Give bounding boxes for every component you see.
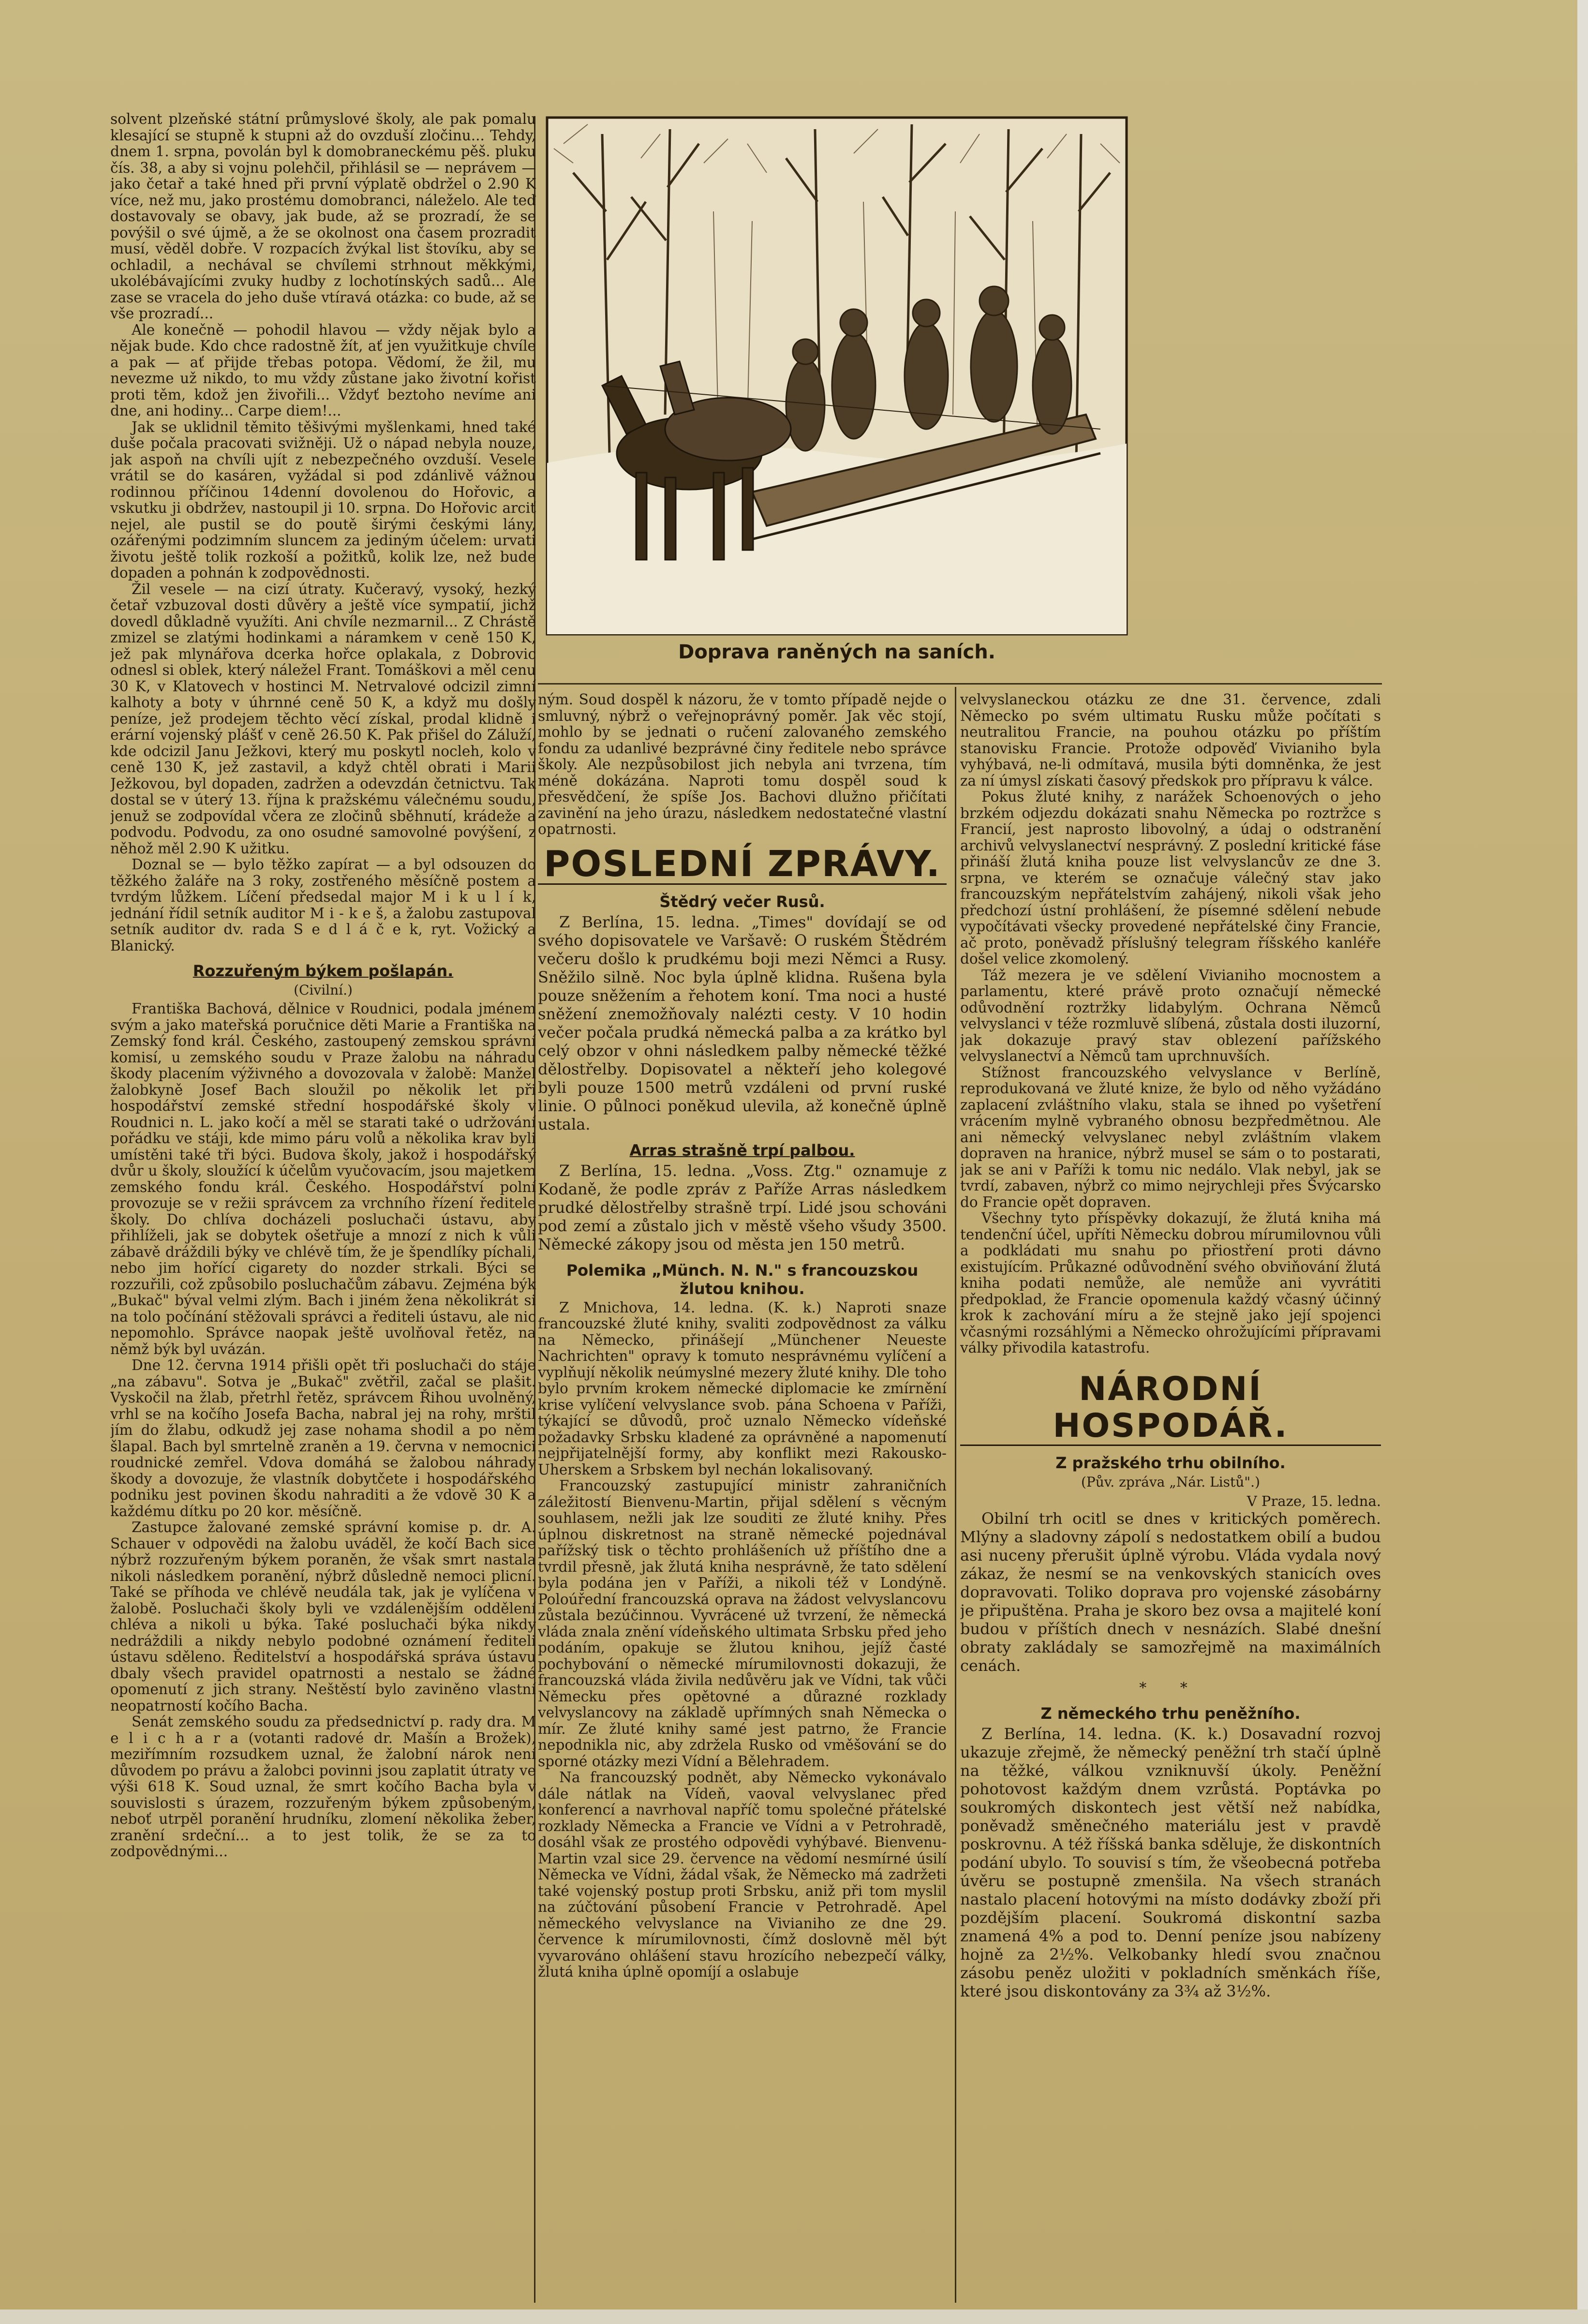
article-paragraph: Z Berlína, 14. ledna. (K. k.) Dosavadní rozvoj ukazuje zřejmě, že německý peněžní trh stačí úplně na těžké, válkou vzniknuvší úkoly. Peněžní pohotovost každým dnem vzrůstá. Poptávka po soukromých diskontech jest větší než nabídka, poněvadž směnečného materiálu jest v pravdě poskrovnu. A též říšská banka sděluje, že diskontních podání ubylo. To souvisí s tím, že všeobecná potřeba úvěru se postupně zmenšila. Na všech stranách nastalo placení hotovými na místo dodávky zboží při pozdějším placení. Soukromá diskontní sazba znamená 4% a pod to. Denní peníze jsou nabízeny hojně za 2½%. Velkobanky hledí svou značnou zásobu peněz uložiti v pokladních směnkách říše, které jsou diskontovány za 3¾ až 3½%. <box>960 1724 1381 2000</box>
source-note: (Pův. zpráva „Nár. Listů".) <box>1081 1474 1260 1490</box>
headline-arras: Arras strašně trpí palbou. <box>629 1141 855 1160</box>
article-paragraph: Žil vesele — na cizí útraty. Kučeravý, vysoký, hezký četař vzbuzoval dosti důvěry a ještě více sympatií, jichž dovedl důkladně využíti. Ani chvíle nezmarnil... Z Chrástě zmizel se zlatými hodinkami a náramkem v ceně 150 K, jež pak mlynářova dcerka hořce oplakala, z Dobrovic odnesl si oblek, který náležel Frant. Tomáškovi a měl cenu 30 K, v Klatovech v hostinci M. Netrvalové odcizil zimní kalhoty a boty v úhrnné ceně 50 K, a když mu došly peníze, jež prodejem těchto věcí získal, prodal klidně i erární vojenský plášť v ceně 26.50 K. Pak přišel do Záluží, kde odcizil Janu Ježkovi, který mu poskytl nocleh, kolo v ceně 130 K, jež zastavil, a když chtěl obrati i Marii Ježkovou, byl dopaden, zadržen a odevzdán četnictvu. Tak dostal se v úterý 13. října k pražskému válečnému soudu, jenuž se zodpovídal včera ze zločinů sběhnutí, krádeže a podvodu. Podvodu, za ono osudné samovolné povýšení, z něhož měl 2.90 K užitku. <box>110 581 536 857</box>
article-paragraph: velvyslaneckou otázku ze dne 31. července, zdali Německo po svém ultimatu Rusku může počítati s neutralitou Francie, na pouhou otázku po příštím stanovisku Francie. Protože odpověď Vivianiho byla vyhýbavá, ne-li odmítavá, musila býti domněnka, že jest za ní úmysl získati časový předskok pro přípravu k válce. <box>960 692 1381 789</box>
article-paragraph: solvent plzeňské státní průmyslové školy, ale pak pomalu klesající se stupně k stupni až do ovzduší zločinu... Tehdy, dnem 1. srpna, povolán byl k domobraneckému pěš. pluku čís. 38, a aby si vojnu polehčil, přihlásil se — neprávem — jako četař a také hned při první výplatě obdržel o 2.90 K více, než mu, jako prostému domobranci, náleželo. Ale teď dostavovaly se obavy, jak bude, až se prozradí, že se povýšil o své újmě, a že se okolnost ona časem prozradit musí, věděl dobře. V rozpacích žvýkal list štovíku, aby se ochladil, a nechával se chvílemi strhnout měkkými, ukolébávajícími zvuky hudby z lochotínských sadů... Ale zase se vracela do jeho duše vtíravá otázka: co bude, až se vše prozradí... <box>110 111 536 322</box>
article-paragraph: Doznal se — bylo těžko zapírat — a byl odsouzen do těžkého žaláře na 3 roky, zostřeného měsíčně postem a tvrdým lůžkem. Líčení předsedal major M i k u l í k, jednání řídil setník auditor M i - k e š, a žalobu zastupoval setník auditor dv. rada S e d l á č e k, ryt. Vožický a Blanický. <box>110 856 536 954</box>
section-banner-economy: NÁRODNÍ HOSPODÁŘ. <box>960 1371 1381 1446</box>
section-separator: * * <box>1139 1679 1202 1697</box>
article-paragraph: Z Berlína, 15. ledna. „Times" dovídají se od svého dopisovatele ve Varšavě: O ruském Štědrém večeru došlo k prudkému boji mezi Němci a Rusy. Sněžilo silně. Noc byla úplně klidna. Rušena byla pouze sněžením a řehotem koní. Tma noci a husté sněžení znemožňovaly nalézti cesty. V 10 hodin večer počala prudká německá palba a za krátko byl celý obzor v ohni následkem palby německé těžké dělostřelby. Dopisovatel a někteří jeho kolegové byli pouze 1500 metrů vzdáleni od první ruské linie. O půlnoci poněkud ulevila, až konečně úplně ustala. <box>538 912 947 1133</box>
sled-illustration <box>544 115 1129 673</box>
article-bull <box>110 1001 536 1860</box>
article-paragraph: Všechny tyto příspěvky dokazují, že žlutá kniha má tendenční účel, upříti Německu dobrou mírumilovnou vůli a podkládati mu snahu po přiostření proti dávno existujícím. Průkazné odůvodnění svého obviňování žlutá kniha podati nemůže, ale nemůže ani vyvrátiti předpoklad, že Francie opomenula každý včasný účinný krok k zachování míru a že stejně jako její spojenci včasnými rozsáhlými a Německo ohrožujícími přípravami války přivodila katastrofu. <box>960 1210 1381 1356</box>
column-3 <box>960 692 1381 2312</box>
article-paragraph: Z Berlína, 15. ledna. „Voss. Ztg." oznamuje z Kodaně, že podle zpráv z Paříže Arras následkem prudké dělostřelby strašně trpí. Lidé jsou schováni pod zemí a zůstalo jich v městě všeho všudy 3500. Německé zákopy jsou od města jen 150 metrů. <box>538 1161 947 1253</box>
article-paragraph: Pokus žluté knihy, z narážek Schoenových o jeho brzkém odjezdu dokázati snahu Německa po roztržce s Francií, jest naprosto libovolný, a údaj o odstranění archivů velvyslanectví nesprávný. Z poslední kritické fáse přináší žlutá kniha pouze list velvyslancův ze dne 3. srpna, ve kterém se označuje válečný stav jako francouzským nepřátelstvím zahájený, nikoli však jeho předchozí ústní prohlášení, že písemné sdělení nebude vypočítávati všecky provedené nepřátelské činy Francie, ač proto, poněvadž příslušný telegram říšského kanléře došel velice zkomolený. <box>960 789 1381 967</box>
article-paragraph: Táž mezera je ve sdělení Vivianiho mocnostem a parlamentu, které právě proto označují německé odůvodnění roztržky lidabylým. Ochrana Němců velvyslanci v téže rozmluvě slíbená, zůstala dosti iluzorní, jak dokazuje pravý stav oblezení pařížského velvyslanectví a Němců tam uprchnuvších. <box>960 967 1381 1064</box>
headline-christmas-eve: Štědrý večer Rusů. <box>659 892 825 911</box>
article-paragraph: Obilní trh ocitl se dnes v kritických poměrech. Mlýny a sladovny zápolí s nedostatkem obilí a budou asi nuceny přerušit úplně výrobu. Vláda vydala nový zákaz, že nesmí se na venkovských stanicích oves dopravovati. Toliko doprava pro vojenské zásobárny je připuštěna. Praha je skoro bez ovsa a majitelé koní budou v příštích dnech v nesnázích. Slabé dnešní obraty zakládaly se samozřejmě na maximálních cenách. <box>960 1509 1381 1675</box>
column-rule-2 <box>955 687 956 2303</box>
article-paragraph: Ale konečně — pohodil hlavou — vždy nějak bylo a nějak bude. Kdo chce radostně žít, ať jen využitkuje chvíle a pak — ať přijde třebas potopa. Vědomí, že žil, mu nevezme už nikdo, to mu vždy zůstane jako životní kořist proti těm, kdož jen živořili... Vždyť beztoho nevíme ani dne, ani hodiny... Carpe diem!... <box>110 321 536 419</box>
headline-grain-market: Z pražského trhu obilního. <box>1055 1453 1286 1472</box>
column-2 <box>538 692 947 2312</box>
article-paragraph: Dne 12. června 1914 přišli opět tři posluchači do stáje „na zábavu". Sotva je „Bukač" zvětřil, začal se plašit. Vyskočil na žlab, přetrhl řetěz, správcem Řihou uvolněný, vrhl se na kočího Josefa Bacha, nabral jej na rohy, mrštil jím do žlabu, odkudž jej zase nohama shodil a po něm šlapal. Bach byl smrtelně zraněn a 19. června v nemocnici roudnické zemřel. Vdova domáhá se žalobou náhrady škody a dovozuje, že vlastník dobytčete i hospodářského podniku jest povinen škodu nahraditi a že vdově 30 K a každému dítku po 20 kor. měsíčně. <box>110 1357 536 1520</box>
column-1 <box>110 111 536 2312</box>
article-paragraph: Jak se uklidnil těmito těšivými myšlenkami, hned také duše počala pracovati svižněji. Už o nápad nebyla nouze, jak aspoň na chvíli ujít z nebezpečného ovzduší. Vesele vrátil se do kasáren, vyžádal si pod zdánlivě vážnou rodinnou příčinou 14denní dovolenou do Hořovic, a vskutku ji obdržev, nastoupil ji 10. srpna. Do Hořovic arciť nejel, ale pustil se do poutě širými českými lány, ozářenými podzimním sluncem za jediným účelem: urvati životu ještě tolik rozkoší a požitků, kolik lze, než bude dopaden a pohnán k zodpovědnosti. <box>110 418 536 581</box>
section-banner-latest-news: POSLEDNÍ ZPRÁVY. <box>538 845 947 885</box>
illustration-caption: Doprava raněných na saních. <box>678 641 995 663</box>
article-paragraph: Na francouzský podnět, aby Německo vykonávalo dále nátlak na Vídeň, vaoval velvyslanec před konferencí a navrhoval napříč tomu společné přátelské rozklady Německa a Francie ve Vídni a v Petrohradě, dosáhl však ze prostého odpovědi vyhýbavé. Bienvenu-Martin vzal sice 29. července na vědomí nesmírné úsilí Německa ve Vídni, žádal však, že Německo má zadržeti také vojenský postup proti Srbsku, aniž při tom myslil na zúčtování působení Francie v Petrohradě. Apel německého velvyslance na Vivianiho ze dne 29. července k mírumilovnosti, čímž doslovně měl být vyvarováno ohlášení stavu hrozícího nebezpečí války, žlutá kniha úplně opomíjí a oslabuje <box>538 1769 947 1980</box>
article-desertion <box>110 111 536 954</box>
article-paragraph: Z Mnichova, 14. ledna. (K. k.) Naproti snaze francouzské žluté knihy, svaliti zodpovědnost za válku na Německo, přinášejí „Münchener Neueste Nachrichten" opravy k tomuto nesprávnému vylíčení a vyplňují několik neúmyslné mezery žluté knihy. Dle toho bylo prvním krokem německé diplomacie ke zmírnění krise vylíčení velvyslance svob. pána Schoena v Paříži, týkající se důvodů, proč uznalo Německo vídeňské požadavky Srbsku kladené za oprávněné a napomenutí nejpřijatelnější formy, aby konflikt mezi Rakousko-Uherskem a Srbskem byl nechán lokalisovaný. <box>538 1299 947 1478</box>
section-label-civil: (Civilní.) <box>294 982 353 998</box>
headline-bull-article: Rozzuřeným býkem pošlapán. <box>193 962 454 980</box>
article-paragraph: Františka Bachová, dělnice v Roudnici, podala jménem svým a jako mateřská poručnice děti Marie a Františka na Zemský fond král. Českého, zastoupený zemskou správní komisí, u zemského soudu v Praze žalobu na náhradu škody placením výživného a dovozovala v žalobě: Manžel žalobkyně Josef Bach sloužil po několik let při hospodářství zemské střední hospodářské školy v Roudnici n. L. jako kočí a měl se starati také o udržování pořádku ve stáji, kde mimo páru volů a několika krav byli umístěni také tři býci. Budova školy, jakož i hospodářský dvůr u školy, sloužící k účelům vyučovacím, jsou majetkem zemského fondu král. Českého. Hospodářství polní provozuje se v režii správcem za vrchního řízení ředitele školy. Do chlíva docházeli posluchači ústavu, aby přihlíželi, jak se dobytek ošetřuje a mnozí z nich k vůli zábavě dráždili býky ve chlévě tím, že je špendlíky píchali, nebo jim hořící cigarety do nozder strkali. Býci se rozzuřili, což způsobilo posluchačům zábavu. Zejména býk „Bukač" býval velmi zlým. Bach i jiném žena několikrát si na tolo počínání stěžovali správci a řediteli ústavu, ale nic nepomohlo. Správce naopak ještě uvolňoval řetěz, na němž býk byl uvázán. <box>110 1000 536 1357</box>
article-paragraph: Senát zemského soudu za předsednictví p. rady dra. M e l i c h a r a (votanti radové dr. Mašín a Brožek), meziřímním rozsudkem uznal, že žalobní nárok není důvodem po právu a žalobci povinni jsou zaplatit útraty ve výši 618 K. Soud uznal, že smrt kočího Bacha byla v souvislosti s úrazem, rozzuřeným býkem způsobeným, neboť utrpěl poranění hrudníku, zlomení několika žeber, zranění srdeční... a to jest tolik, že se za to zodpovědnými... <box>110 1713 536 1860</box>
caption-rule <box>538 683 1382 685</box>
dateline: V Praze, 15. ledna. <box>1247 1492 1381 1509</box>
article-paragraph: Zastupce žalované zemské správní komise p. dr. A. Schauer v odpovědi na žalobu uváděl, že kočí Bach sice nýbrž rozzuřeným býkem poraněn, že však smrt nastala nikoli následkem poranění, nýbrž důsledně nemoci plicní. Také se příhoda ve chlévě neudála tak, jak je vylíčena v žalobě. Posluchači školy byli ve vzdálenějším oddělení chléva a nikoli u býka. Také posluchači býka nikdy nedráždili a nikdy nebylo podobné oznámení řediteli ústavu sděleno. Ředitelství a hospodářská správa ústavu dbaly všech pravidel opatrnosti a nestalo se žádné opomenutí z jich strany. Neštěstí bylo zaviněno vlastní neopatrností kočího Bacha. <box>110 1519 536 1714</box>
article-paragraph: Francouzský zastupující ministr zahraničních záležitostí Bienvenu-Martin, přijal sdělení s věcným souhlasem, nežli jak lze souditi ze žluté knihy. Přes úplnou diskretnost na straně německé pojednával pařížský tisk o těchto prohlášeních už příštího dne a tvrdil přesně, jak žlutá kniha nesprávně, že tato sdělení byla podána jen v Paříži, a nikoli též v Londýně. Poloúřední francouzská oprava na žádost velvyslancovu zůstala bezúčinnou. Vyvrácené už tvrzení, že německá vláda znala znění vídeňského ultimata Srbsku před jeho podáním, opakuje se žlutou knihou, jejíž časté pochybování o německé mírumilovnosti dokazuji, že francouzská vláda živila nedůvěru jak ve Vídni, tak vůči Německu přes opětovné a důrazné rozklady velvyslancovy na základě upřímných snah Německa o mír. Ze žluté knihy samé jest patrno, že Francie nepodnikla nic, aby zdržela Rusko od vměšování se do sporné otázky mezi Vídní a Bělehradem. <box>538 1477 947 1770</box>
scan-margin-right <box>1577 0 1588 2324</box>
article-paragraph: Stížnost francouzského velvyslance v Berlíně, reprodukovaná ve žluté knize, že bylo od něho vyžádáno zaplacení zvláštního vlaku, stala se ihned po vyšetření vrácením mylně vybraného obnosu bezpředmětnou. Ale ani německý velvyslanec nebyl zvláštním vlakem dopraven na hranice, nýbrž musel se sám o to postarati, jak se ani v Paříži k tomu nic nedálo. Vlak nebyl, jak se tvrdí, zabaven, nýbrž co mimo nejrychleji přes Švýcarsko do Francie opět dopraven. <box>960 1064 1381 1210</box>
article-paragraph: ným. Soud dospěl k názoru, že v tomto případě nejde o smluvný, nýbrž o veřejnoprávný poměr. Jak věc stojí, mohlo by se jednati o ručení zalovaného zemského fondu za udanlivé bezprávné činy ředitele nebo správce školy. Ale nezpůsobilost jich nebyla ani tvrzena, tím méně dokázána. Naproti tomu dospěl soud k přesvědčení, že spíše Jos. Bachovi dlužno přičítati zavinění na jeho úrazu, následkem nedostatečné vlastní opatrnosti. <box>538 692 947 837</box>
headline-polemic: Polemika „Münch. N. N." s francouzskou žlutou knihou. <box>566 1261 919 1298</box>
headline-money-market: Z německého trhu peněžního. <box>1040 1704 1301 1723</box>
